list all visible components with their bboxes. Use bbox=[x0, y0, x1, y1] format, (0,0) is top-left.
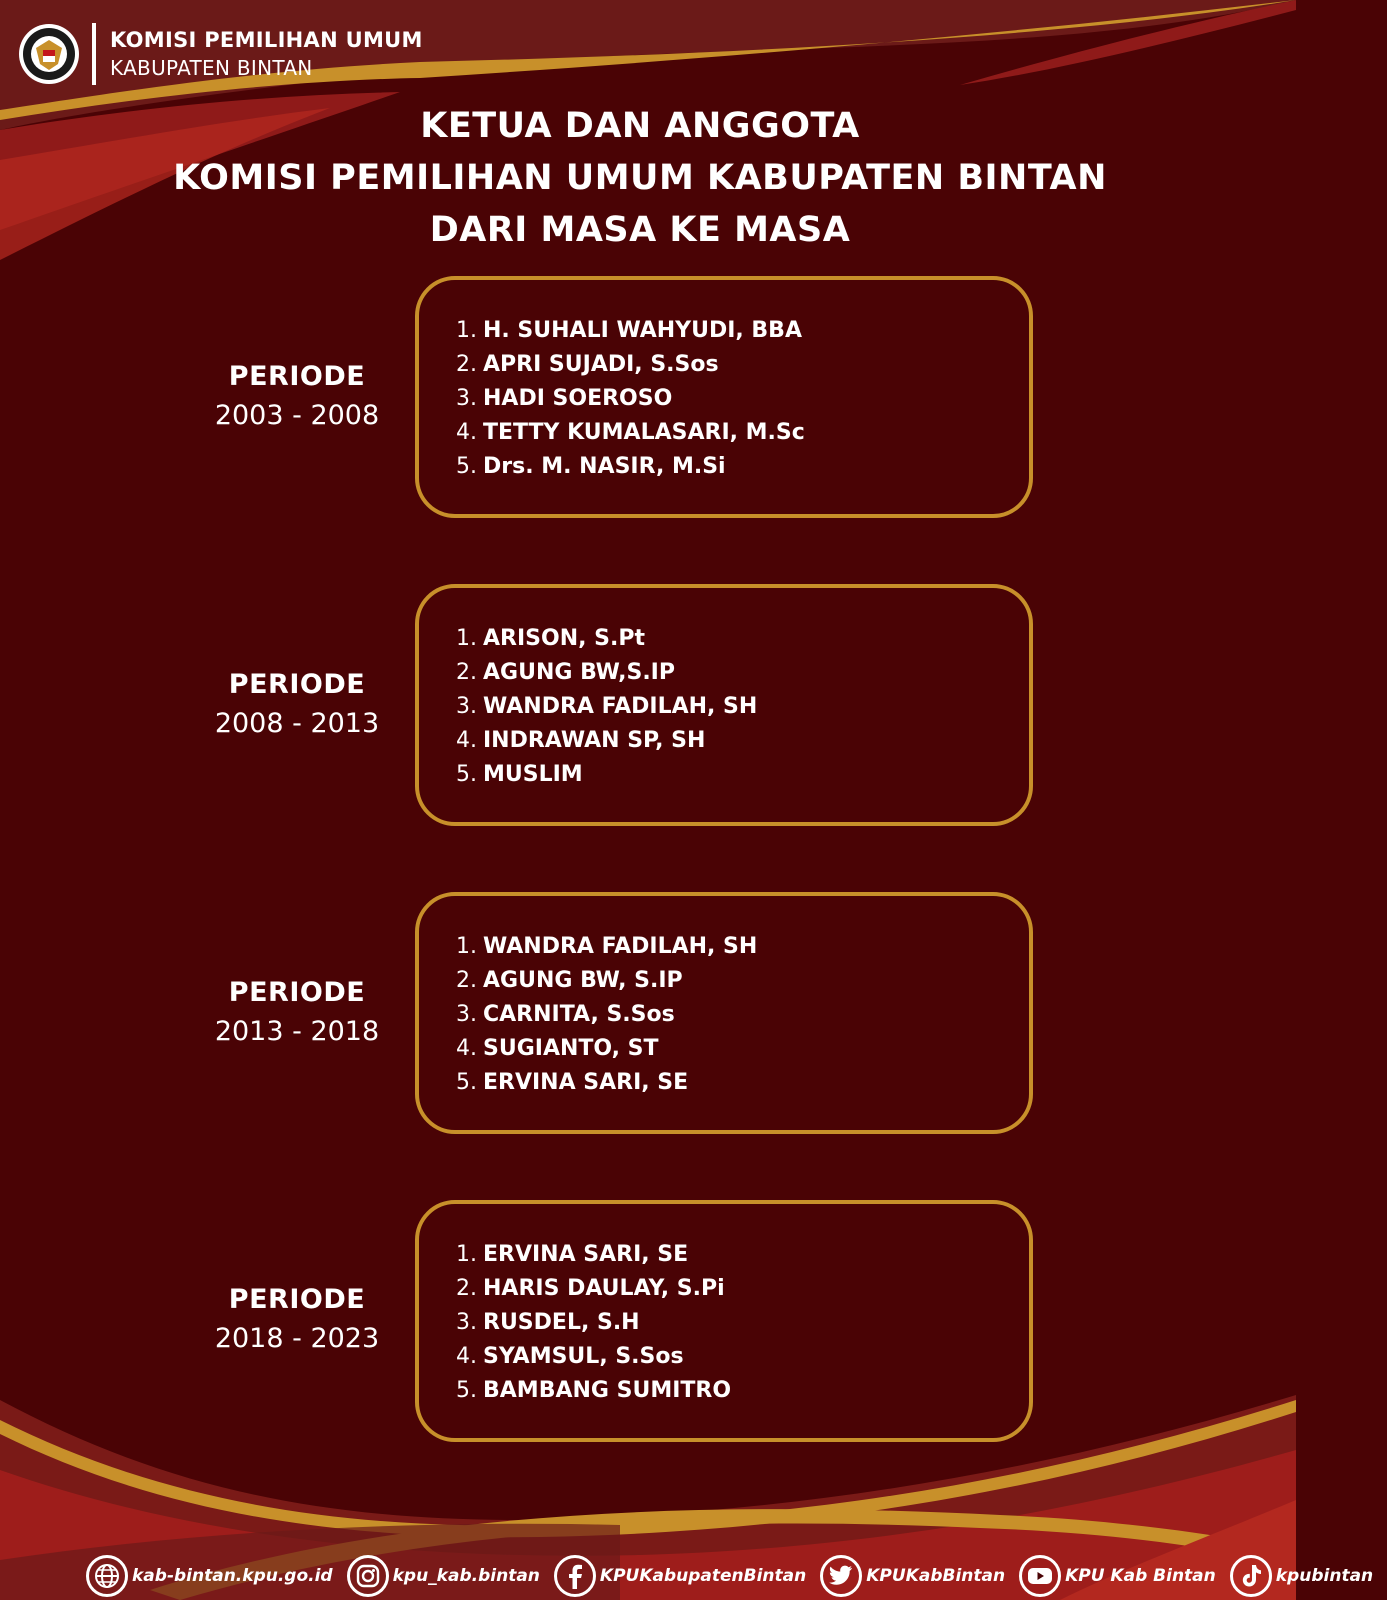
list-item bbox=[449, 964, 1029, 998]
period-word: PERIODE bbox=[228, 977, 366, 1008]
period-word: PERIODE bbox=[228, 1284, 366, 1315]
instagram-icon bbox=[347, 1555, 389, 1597]
title-line-1: KETUA DAN ANGGOTA bbox=[420, 106, 860, 146]
header bbox=[18, 18, 423, 90]
tiktok-icon bbox=[1230, 1555, 1272, 1597]
member-name: RUSDEL, S.H bbox=[483, 1310, 640, 1335]
youtube-link[interactable] bbox=[1019, 1555, 1216, 1597]
member-number: 3. bbox=[456, 1310, 477, 1335]
members-box-4 bbox=[415, 1200, 1033, 1442]
member-number: 5. bbox=[456, 454, 477, 479]
period-years: 2008 - 2013 bbox=[214, 708, 380, 739]
website-text: kab-bintan.kpu.go.id bbox=[132, 1566, 333, 1586]
youtube-text: KPU Kab Bintan bbox=[1065, 1566, 1216, 1586]
org-title: KOMISI PEMILIHAN UMUM bbox=[110, 28, 423, 52]
member-number: 3. bbox=[456, 1002, 477, 1027]
period-word: PERIODE bbox=[228, 361, 366, 392]
member-number: 5. bbox=[456, 1378, 477, 1403]
tiktok-text: kpubintan bbox=[1275, 1566, 1374, 1586]
member-name: INDRAWAN SP, SH bbox=[483, 728, 706, 753]
facebook-icon bbox=[554, 1555, 596, 1597]
member-name: SYAMSUL, S.Sos bbox=[483, 1344, 684, 1369]
facebook-link[interactable] bbox=[554, 1555, 806, 1597]
list-item bbox=[449, 998, 1029, 1032]
header-divider bbox=[92, 23, 96, 85]
member-name: AGUNG BW,S.IP bbox=[483, 660, 675, 685]
member-name: Drs. M. NASIR, M.Si bbox=[483, 454, 726, 479]
page-title bbox=[0, 100, 1280, 256]
globe-icon bbox=[86, 1555, 128, 1597]
list-item bbox=[449, 1272, 1029, 1306]
member-number: 2. bbox=[456, 660, 477, 685]
list-item bbox=[449, 382, 1029, 416]
title-line-2: KOMISI PEMILIHAN UMUM KABUPATEN BINTAN bbox=[173, 158, 1107, 198]
twitter-link[interactable] bbox=[820, 1555, 1005, 1597]
twitter-icon bbox=[820, 1555, 862, 1597]
period-label-3 bbox=[207, 974, 387, 1052]
member-name: ARISON, S.Pt bbox=[483, 626, 645, 651]
member-number: 4. bbox=[456, 420, 477, 445]
member-name: ERVINA SARI, SE bbox=[483, 1070, 689, 1095]
kpu-logo-icon bbox=[18, 20, 80, 88]
twitter-text: KPUKabBintan bbox=[866, 1566, 1006, 1586]
instagram-text: kpu_kab.bintan bbox=[392, 1566, 540, 1586]
list-item bbox=[449, 314, 1029, 348]
member-name: MUSLIM bbox=[483, 762, 583, 787]
list-item bbox=[449, 656, 1029, 690]
tiktok-link[interactable] bbox=[1230, 1555, 1373, 1597]
list-item bbox=[449, 416, 1029, 450]
member-name: H. SUHALI WAHYUDI, BBA bbox=[483, 318, 802, 343]
period-years: 2018 - 2023 bbox=[214, 1323, 380, 1354]
member-name: HARIS DAULAY, S.Pi bbox=[483, 1276, 725, 1301]
members-box-2 bbox=[415, 584, 1033, 826]
member-name: BAMBANG SUMITRO bbox=[483, 1378, 732, 1403]
period-label-1 bbox=[207, 358, 387, 436]
period-word: PERIODE bbox=[228, 669, 366, 700]
org-subtitle: KABUPATEN BINTAN bbox=[110, 56, 313, 80]
member-name: ERVINA SARI, SE bbox=[483, 1242, 689, 1267]
list-item bbox=[449, 1238, 1029, 1272]
list-item bbox=[449, 930, 1029, 964]
list-item bbox=[449, 1374, 1029, 1408]
footer-social-bar bbox=[86, 1552, 1387, 1600]
member-number: 5. bbox=[456, 762, 477, 787]
member-name: TETTY KUMALASARI, M.Sc bbox=[483, 420, 805, 445]
period-years: 2013 - 2018 bbox=[214, 1016, 380, 1047]
members-box-3 bbox=[415, 892, 1033, 1134]
list-item bbox=[449, 622, 1029, 656]
member-name: APRI SUJADI, S.Sos bbox=[483, 352, 719, 377]
website-link[interactable] bbox=[86, 1555, 333, 1597]
title-line-3: DARI MASA KE MASA bbox=[429, 210, 851, 250]
header-text bbox=[110, 28, 423, 80]
period-label-2 bbox=[207, 666, 387, 744]
member-number: 1. bbox=[456, 626, 477, 651]
member-number: 2. bbox=[456, 1276, 477, 1301]
period-label-4 bbox=[207, 1281, 387, 1359]
list-item bbox=[449, 1066, 1029, 1100]
member-number: 3. bbox=[456, 386, 477, 411]
period-years: 2003 - 2008 bbox=[214, 400, 380, 431]
member-name: AGUNG BW, S.IP bbox=[483, 968, 683, 993]
list-item bbox=[449, 348, 1029, 382]
member-number: 5. bbox=[456, 1070, 477, 1095]
list-item bbox=[449, 690, 1029, 724]
list-item bbox=[449, 1306, 1029, 1340]
list-item bbox=[449, 724, 1029, 758]
member-number: 2. bbox=[456, 968, 477, 993]
member-number: 4. bbox=[456, 1036, 477, 1061]
members-box-1 bbox=[415, 276, 1033, 518]
member-name: HADI SOEROSO bbox=[483, 386, 673, 411]
member-number: 1. bbox=[456, 318, 477, 343]
list-item bbox=[449, 450, 1029, 484]
instagram-link[interactable] bbox=[347, 1555, 540, 1597]
list-item bbox=[449, 1032, 1029, 1066]
member-number: 3. bbox=[456, 694, 477, 719]
member-number: 4. bbox=[456, 1344, 477, 1369]
member-name: CARNITA, S.Sos bbox=[483, 1002, 675, 1027]
youtube-icon bbox=[1019, 1555, 1061, 1597]
member-name: WANDRA FADILAH, SH bbox=[483, 934, 758, 959]
member-name: WANDRA FADILAH, SH bbox=[483, 694, 758, 719]
member-number: 2. bbox=[456, 352, 477, 377]
list-item bbox=[449, 758, 1029, 792]
member-number: 1. bbox=[456, 934, 477, 959]
member-number: 1. bbox=[456, 1242, 477, 1267]
list-item bbox=[449, 1340, 1029, 1374]
facebook-text: KPUKabupatenBintan bbox=[599, 1566, 807, 1586]
member-number: 4. bbox=[456, 728, 477, 753]
member-name: SUGIANTO, ST bbox=[483, 1036, 659, 1061]
